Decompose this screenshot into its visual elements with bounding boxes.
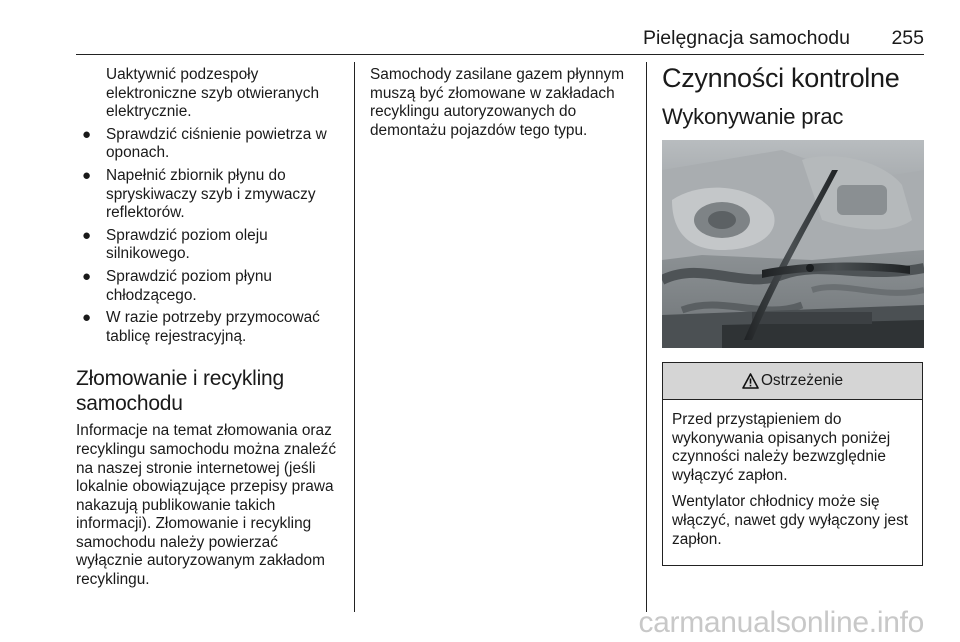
column-right <box>662 62 924 566</box>
chapter-heading: Czynności kontrolne <box>662 63 900 93</box>
bullet-icon: ● <box>82 125 92 143</box>
warning-title: Ostrzeżenie <box>760 371 844 389</box>
warning-paragraph: Wentylator chłodnicy może się włączyć, nawet gdy wyłączony jest zapłon. <box>672 493 909 548</box>
bullet-icon: ● <box>82 166 92 184</box>
watermark: carmanualsonline.info <box>638 606 924 639</box>
lpg-vehicle-note: Samochody zasilane gazem płynnym muszą być złomowane w zakładach recyklingu autoryzowanych do demontażu pojazdów tego typu. <box>370 66 625 139</box>
bullet-icon: ● <box>82 309 92 327</box>
page-number: 255 <box>891 27 924 49</box>
list-item: ● Sprawdzić poziom oleju silnikowego. <box>82 226 268 263</box>
column-left <box>76 66 348 590</box>
warning-header <box>663 363 922 400</box>
chapter-title: Pielęgnacja samochodu <box>642 27 850 49</box>
column-middle <box>370 66 640 140</box>
engine-bay-photo <box>662 140 924 348</box>
warning-triangle-icon <box>742 373 759 389</box>
column-divider <box>354 62 355 612</box>
section-body: Informacje na temat złomowania oraz recyklingu samochodu można znaleźć na naszej stronie internetowej (jeśli lokalnie obowiązujące przepisy prawa nakazują publikowanie takich informacji). Złomowanie i recykling samochodu należy powierzać wyłącznie autoryzowanym zakładom recyklingu. <box>76 422 337 589</box>
list-item: ● Napełnić zbiornik płynu do spryskiwaczy szyb i zmywaczy reflektorów. <box>82 166 316 222</box>
warning-paragraph: Przed przystąpieniem do wykonywania opisanych poniżej czynności należy bezwzględnie wyłączyć zapłon. <box>672 411 891 484</box>
list-item: ● W razie potrzeby przymocować tablicę rejestracyjną. <box>82 309 320 345</box>
bullet-icon: ● <box>82 226 92 244</box>
list-item: ● Sprawdzić ciśnienie powietrza w oponach. <box>82 125 327 162</box>
list-item: ● Sprawdzić poziom płynu chłodzącego. <box>82 267 272 304</box>
column-divider <box>646 62 647 612</box>
warning-box <box>662 362 923 566</box>
page-header <box>76 24 924 55</box>
continued-item-text: Uaktywnić podzespoły elektroniczne szyb otwieranych elektrycznie. <box>106 66 320 121</box>
subsection-heading: Wykonywanie prac <box>662 104 844 129</box>
warning-content <box>663 400 922 565</box>
bullet-icon: ● <box>82 267 92 285</box>
section-heading: Złomowanie i recykling samochodu <box>76 367 285 416</box>
bullet-list <box>76 126 348 347</box>
